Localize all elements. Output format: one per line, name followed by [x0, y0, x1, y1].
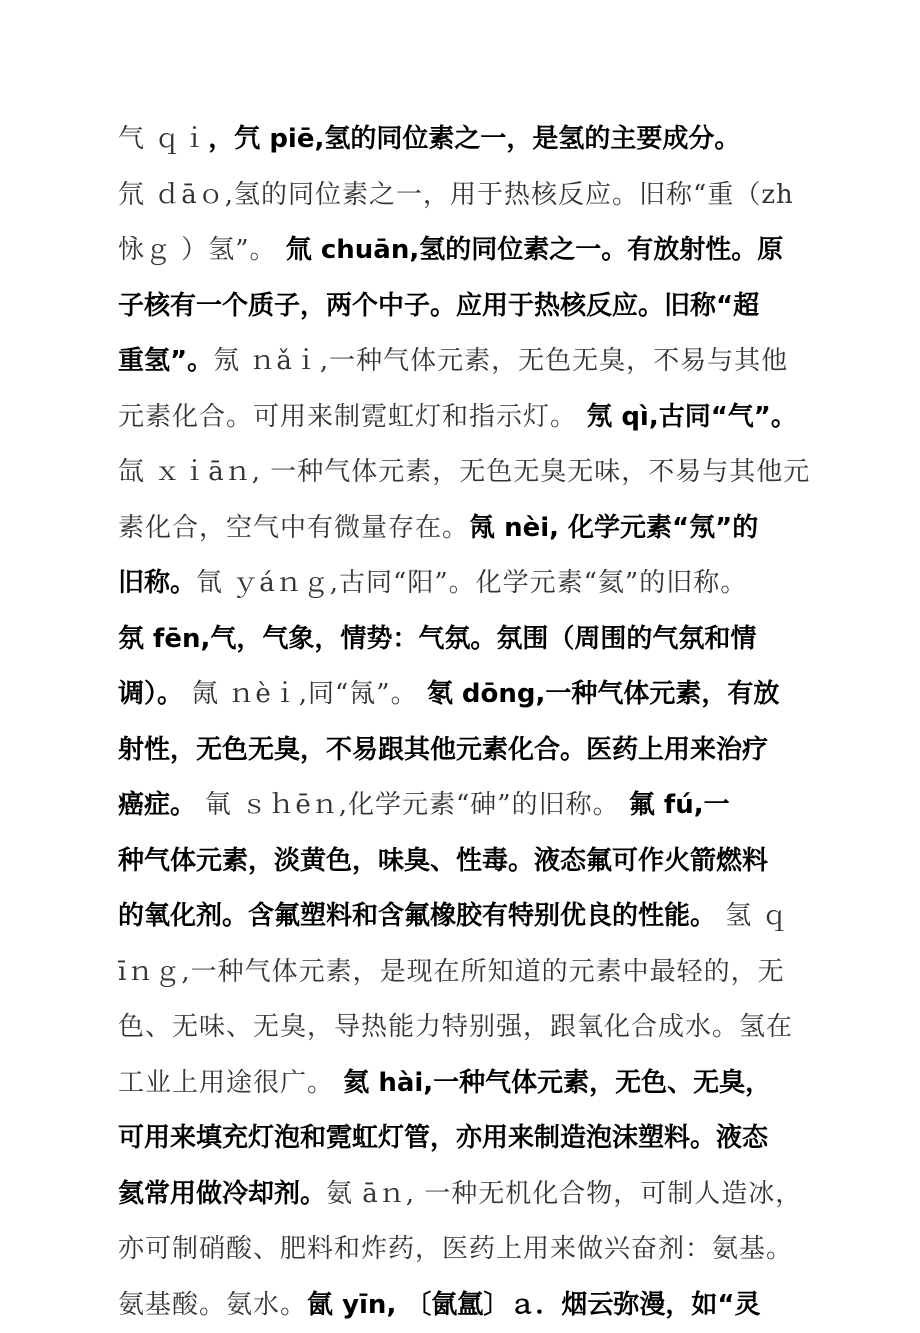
text-line [118, 667, 824, 723]
text-line [118, 223, 824, 279]
text-line [118, 1222, 824, 1278]
text-line [118, 1167, 824, 1223]
text-segment: 氦 hài,一种气体元素，无色、无臭， [343, 1068, 771, 1098]
text-segment: 怺ｇ ）氢”。 [118, 235, 286, 265]
text-segment: 氢 ｑ [716, 901, 789, 931]
text-segment: 氟 fú,一 [629, 790, 730, 820]
text-line [118, 501, 824, 557]
text-segment: 氨 āｎ, 一种无机化合物，可制人造冰， [326, 1179, 802, 1209]
text-line [118, 945, 824, 1001]
text-line [118, 778, 824, 834]
text-segment: īｎｇ,一种气体元素，是现在所知道的元素中最轻的，无 [118, 957, 785, 987]
text-segment: 色、无味、无臭，导热能力特别强，跟氧化合成水。氢在 [118, 1012, 793, 1042]
text-segment: 氠 ｓｈēｎ,化学元素“砷”的旧称。 [205, 790, 629, 820]
text-line [118, 889, 824, 945]
text-segment: 氜 ｙáｎｇ,古同“阳”。化学元素“氦”的旧称。 [196, 568, 747, 598]
text-line [118, 1056, 824, 1112]
text-line [118, 334, 824, 390]
text-segment: 种气体元素，淡黄色，味臭、性毒。液态氟可作火箭燃料 [118, 846, 768, 876]
text-segment: 氤 yīn, 〔氤氲〕ａ．烟云弥漫，如“灵 [307, 1290, 760, 1320]
text-segment: 旧称。 [118, 568, 196, 598]
text-segment: 氘 ｄāｏ,氢的同位素之一，用于热核反应。旧称“重（zh [118, 180, 794, 210]
text-segment: 氙 ｘｉāｎ, 一种气体元素，无色无臭无味，不易与其他元 [118, 457, 810, 487]
text-segment: 氛 fēn,气，气象，情势：气氛。氛围（周围的气氛和情 [118, 624, 756, 654]
text-segment: 素化合，空气中有微量存在。 [118, 513, 469, 543]
text-segment: 的氧化剂。含氟塑料和含氟橡胶有特别优良的性能。 [118, 901, 716, 931]
text-segment: 调）。 [118, 679, 192, 709]
text-segment: 氦常用做冷却剂。 [118, 1179, 326, 1209]
text-segment: 氡 dōng,一种气体元素，有放 [427, 679, 780, 709]
text-line [118, 834, 824, 890]
text-segment: 射性，无色无臭，不易跟其他元素化合。医药上用来治疗 [118, 735, 768, 765]
text-line [118, 1278, 824, 1333]
text-segment: 子核有一个质子，两个中子。应用于热核反应。旧称“超 [118, 291, 759, 321]
text-line [118, 445, 824, 501]
text-segment: 氖 ｎǎｉ,一种气体元素，无色无臭，不易与其他 [213, 346, 788, 376]
text-segment: 氞 ｎèｉ,同“氝”。 [192, 679, 427, 709]
text-segment: 氖 qì,古同“气”。 [586, 402, 797, 432]
text-segment: 气 ｑｉ [118, 124, 208, 154]
text-segment: 氨基酸。氨水。 [118, 1290, 307, 1320]
text-segment: 亦可制硝酸、肥料和炸药，医药上用来做兴奋剂：氨基。 [118, 1234, 793, 1264]
text-line [118, 1000, 824, 1056]
text-segment: ，氕 piē,氢的同位素之一，是氢的主要成分。 [208, 124, 740, 154]
text-line [118, 556, 824, 612]
body-text [118, 112, 824, 1333]
text-line [118, 168, 824, 224]
text-segment: 元素化合。可用来制霓虹灯和指示灯。 [118, 402, 586, 432]
text-line [118, 723, 824, 779]
text-line [118, 390, 824, 446]
text-segment: 重氢”。 [118, 346, 213, 376]
text-segment: 可用来填充灯泡和霓虹灯管，亦用来制造泡沫塑料。液态 [118, 1123, 768, 1153]
text-line [118, 279, 824, 335]
text-line [118, 612, 824, 668]
text-segment: 癌症。 [118, 790, 205, 820]
text-line [118, 112, 824, 168]
text-segment: 氚 chuān,氢的同位素之一。有放射性。原 [286, 235, 783, 265]
text-segment: 工业上用途很广。 [118, 1068, 343, 1098]
text-segment: 氝 nèi, 化学元素“氖”的 [469, 513, 758, 543]
text-line [118, 1111, 824, 1167]
